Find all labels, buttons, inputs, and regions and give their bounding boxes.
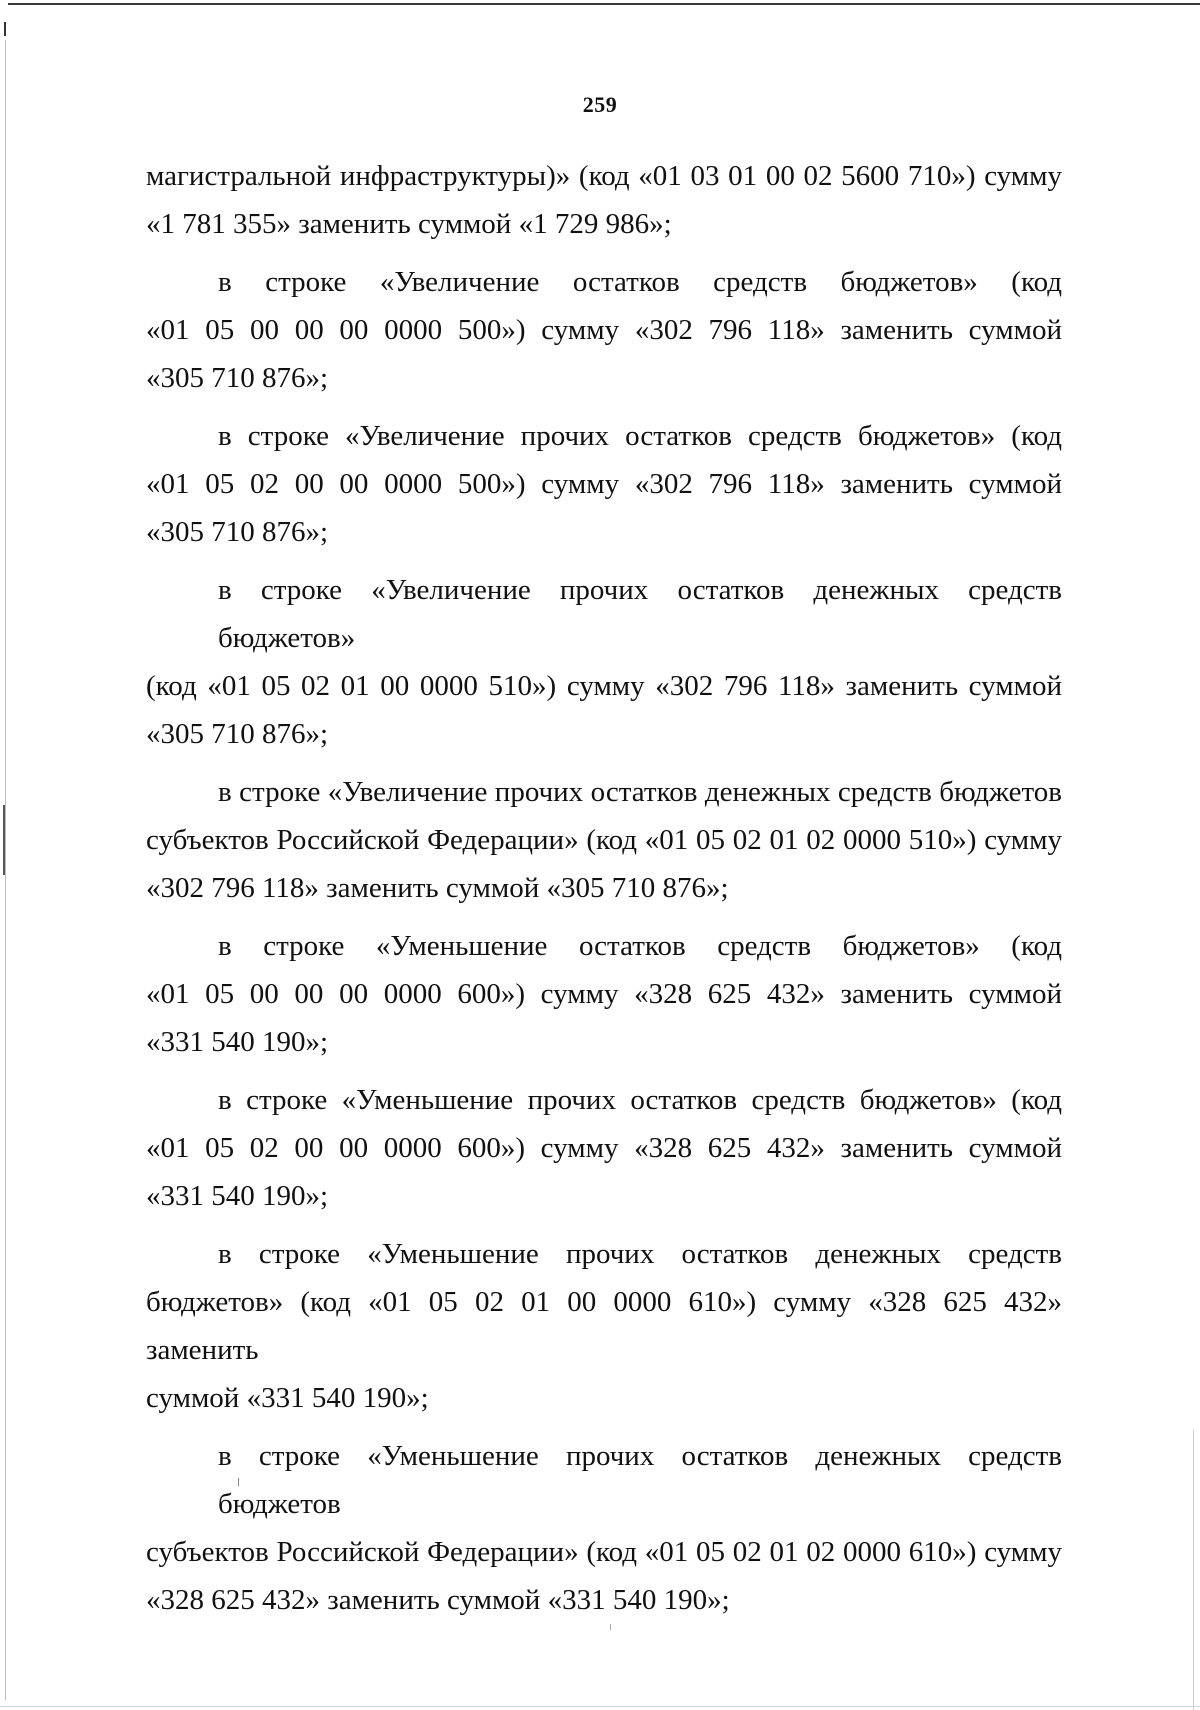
text-line: в строке «Увеличение остатков средств бюджетов» (код	[218, 266, 1062, 298]
text-line: «01 05 02 00 00 0000 500») сумму «302 796 118» заменить суммой	[146, 468, 1062, 500]
text-line: субъектов Российской Федерации» (код «01 05 02 01 02 0000 510») сумму	[146, 824, 1062, 856]
text-line: (код «01 05 02 01 00 0000 510») сумму «302 796 118» заменить суммой	[146, 670, 1062, 702]
scan-right-edge	[1193, 1430, 1194, 1710]
text-line: «01 05 02 00 00 0000 600») сумму «328 625 432» заменить суммой	[146, 1132, 1062, 1164]
paragraph	[146, 1076, 1062, 1220]
text-line: в строке «Увеличение прочих остатков денежных средств бюджетов»	[218, 574, 1062, 654]
text-line: в строке «Уменьшение прочих остатков средств бюджетов» (код	[218, 1084, 1062, 1116]
scan-speck	[610, 1624, 611, 1630]
text-line: в строке «Уменьшение прочих остатков денежных средств	[218, 1238, 1062, 1270]
text-line: «305 710 876»;	[146, 516, 329, 548]
text-line: в строке «Увеличение прочих остатков средств бюджетов» (код	[218, 420, 1062, 452]
scan-top-edge	[8, 3, 1200, 5]
paragraph	[146, 566, 1062, 758]
scan-left-edge	[5, 40, 6, 1700]
text-line: «01 05 00 00 00 0000 600») сумму «328 625 432» заменить суммой	[146, 978, 1062, 1010]
text-line: бюджетов» (код «01 05 02 01 00 0000 610») сумму «328 625 432» заменить	[146, 1286, 1062, 1366]
scan-mark	[4, 22, 6, 36]
paragraph	[146, 412, 1062, 556]
text-line: «305 710 876»;	[146, 362, 329, 394]
page-number: 259	[582, 92, 618, 117]
text-line: «302 796 118» заменить суммой «305 710 876»;	[146, 872, 729, 904]
document-body	[146, 152, 1062, 1624]
paragraph	[146, 258, 1062, 402]
text-line: суммой «331 540 190»;	[146, 1382, 429, 1414]
text-line: «331 540 190»;	[146, 1026, 329, 1058]
text-line: в строке «Увеличение прочих остатков денежных средств бюджетов	[218, 776, 1062, 808]
text-line: «305 710 876»;	[146, 718, 329, 750]
scan-mark	[3, 805, 5, 875]
paragraph	[146, 1230, 1062, 1422]
paragraph	[146, 1432, 1062, 1624]
text-line: в строке «Уменьшение прочих остатков денежных средств бюджетов	[218, 1440, 1062, 1520]
paragraph	[146, 768, 1062, 912]
text-line: субъектов Российской Федерации» (код «01 05 02 01 02 0000 610») сумму	[146, 1536, 1062, 1568]
text-line: «328 625 432» заменить суммой «331 540 190»;	[146, 1584, 730, 1616]
paragraph	[146, 152, 1062, 248]
text-line: магистральной инфраструктуры)» (код «01 03 01 00 02 5600 710») сумму	[146, 160, 1062, 192]
text-line: «1 781 355» заменить суммой «1 729 986»;	[146, 208, 672, 240]
paragraph	[146, 922, 1062, 1066]
text-line: «01 05 00 00 00 0000 500») сумму «302 796 118» заменить суммой	[146, 314, 1062, 346]
scan-bottom-edge	[0, 1706, 1200, 1707]
text-line: «331 540 190»;	[146, 1180, 329, 1212]
text-line: в строке «Уменьшение остатков средств бюджетов» (код	[218, 930, 1062, 962]
